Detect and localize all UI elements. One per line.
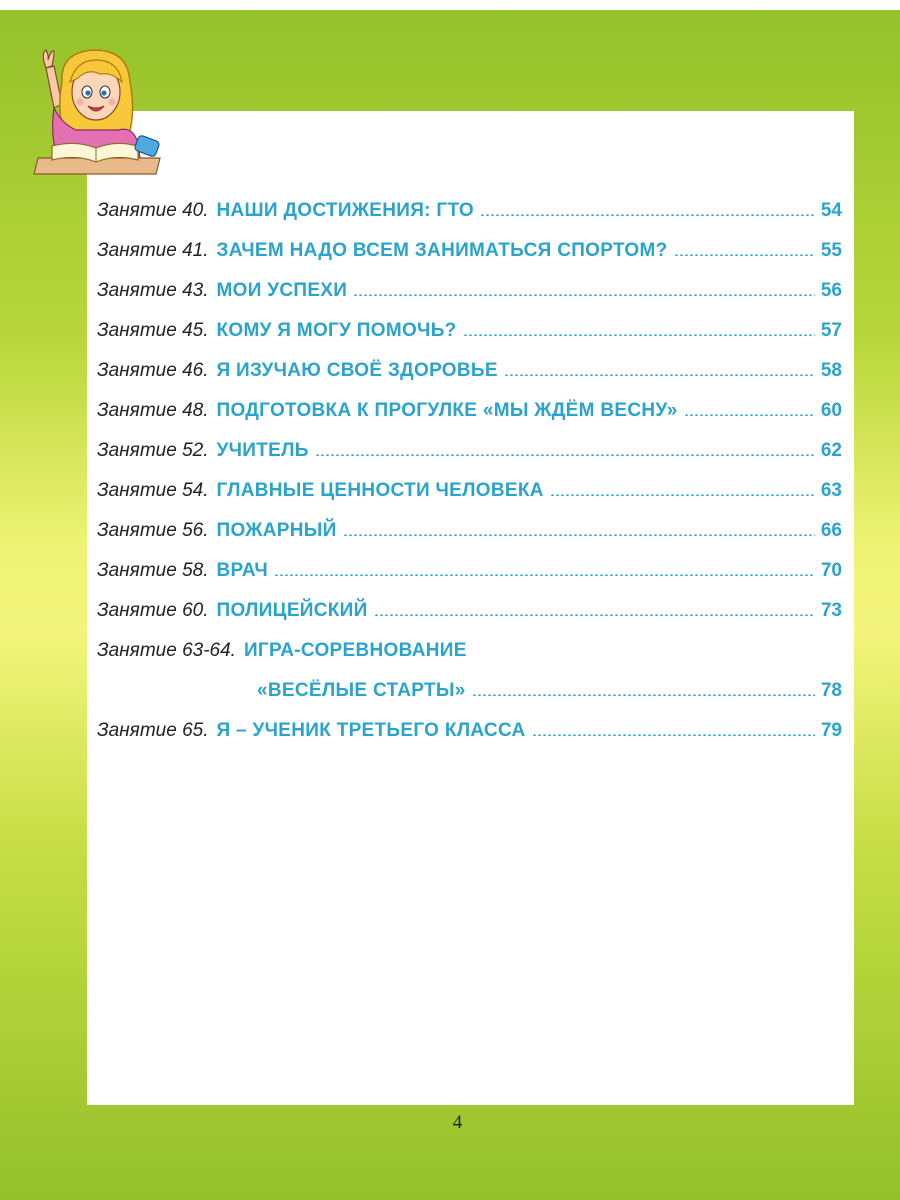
toc-title: ИГРА-СОРЕВНОВАНИЕ [243, 640, 467, 661]
toc-title: Я – УЧЕНИК ТРЕТЬЕГО КЛАССА [216, 720, 526, 741]
toc-page-number: 60 [820, 400, 842, 421]
toc-label: Занятие 43. [97, 280, 209, 301]
dot-leader [274, 566, 815, 576]
toc-label: Занятие 60. [97, 600, 209, 621]
toc-entry-60[interactable] [97, 591, 842, 631]
toc-label: Занятие 58. [97, 560, 209, 581]
toc-label: Занятие 65. [97, 720, 209, 741]
toc-page-number: 54 [820, 200, 842, 221]
toc-page-number: 57 [820, 320, 842, 341]
toc-entry-45[interactable] [97, 311, 842, 351]
toc-entry-58[interactable] [97, 551, 842, 591]
toc-page-number: 78 [820, 680, 842, 701]
dot-leader [532, 726, 815, 736]
schoolgirl-raising-hand-icon [32, 42, 164, 180]
dot-leader [674, 246, 815, 256]
toc-label: Занятие 56. [97, 520, 209, 541]
toc-page-number: 66 [820, 520, 842, 541]
toc-page-number: 70 [820, 560, 842, 581]
toc-title: ЗАЧЕМ НАДО ВСЕМ ЗАНИМАТЬСЯ СПОРТОМ? [216, 240, 668, 261]
toc-title: ГЛАВНЫЕ ЦЕННОСТИ ЧЕЛОВЕКА [216, 480, 544, 501]
toc-page-number: 58 [820, 360, 842, 381]
toc-label: Занятие 40. [97, 200, 209, 221]
dot-leader [472, 686, 815, 696]
toc-label: Занятие 46. [97, 360, 209, 381]
toc-label: Занятие 63-64. [97, 640, 236, 661]
toc-page-number: 55 [820, 240, 842, 261]
dot-leader [550, 486, 815, 496]
toc-label: Занятие 54. [97, 480, 209, 501]
dot-leader [480, 206, 815, 216]
toc-page-number: 63 [820, 480, 842, 501]
toc-entry-56[interactable] [97, 511, 842, 551]
toc-entry-43[interactable] [97, 271, 842, 311]
toc-page-number: 73 [820, 600, 842, 621]
table-of-contents [97, 191, 842, 751]
toc-entry-41[interactable] [97, 231, 842, 271]
toc-title: Я ИЗУЧАЮ СВОЁ ЗДОРОВЬЕ [216, 360, 498, 381]
dot-leader [374, 606, 815, 616]
toc-entry-52[interactable] [97, 431, 842, 471]
dot-leader [463, 326, 815, 336]
toc-title: НАШИ ДОСТИЖЕНИЯ: ГТО [216, 200, 474, 221]
toc-title: МОИ УСПЕХИ [216, 280, 348, 301]
toc-label: Занятие 45. [97, 320, 209, 341]
toc-title: ВРАЧ [216, 560, 269, 581]
toc-entry-63-64[interactable] [97, 631, 842, 671]
dot-leader [343, 526, 815, 536]
toc-entry-40[interactable] [97, 191, 842, 231]
toc-page-number: 56 [820, 280, 842, 301]
toc-entry-54[interactable] [97, 471, 842, 511]
toc-page-number: 79 [820, 720, 842, 741]
toc-entry-48[interactable] [97, 391, 842, 431]
toc-title: УЧИТЕЛЬ [216, 440, 309, 461]
dot-leader [353, 286, 815, 296]
toc-title: ПОЛИЦЕЙСКИЙ [216, 600, 368, 621]
toc-label: Занятие 52. [97, 440, 209, 461]
toc-page-number: 62 [820, 440, 842, 461]
toc-entry-63-64-continued[interactable] [97, 671, 842, 711]
dot-leader [684, 406, 815, 416]
dot-leader [315, 446, 815, 456]
toc-label: Занятие 48. [97, 400, 209, 421]
toc-title: КОМУ Я МОГУ ПОМОЧЬ? [216, 320, 457, 341]
page-number: 4 [452, 1112, 463, 1133]
dot-leader [504, 366, 815, 376]
toc-entry-65[interactable] [97, 711, 842, 751]
toc-entry-46[interactable] [97, 351, 842, 391]
toc-title: ПОДГОТОВКА К ПРОГУЛКЕ «МЫ ЖДЁМ ВЕСНУ» [216, 400, 678, 421]
toc-title: ПОЖАРНЫЙ [216, 520, 337, 541]
toc-title: «ВЕСЁЛЫЕ СТАРТЫ» [257, 680, 466, 701]
toc-label: Занятие 41. [97, 240, 209, 261]
